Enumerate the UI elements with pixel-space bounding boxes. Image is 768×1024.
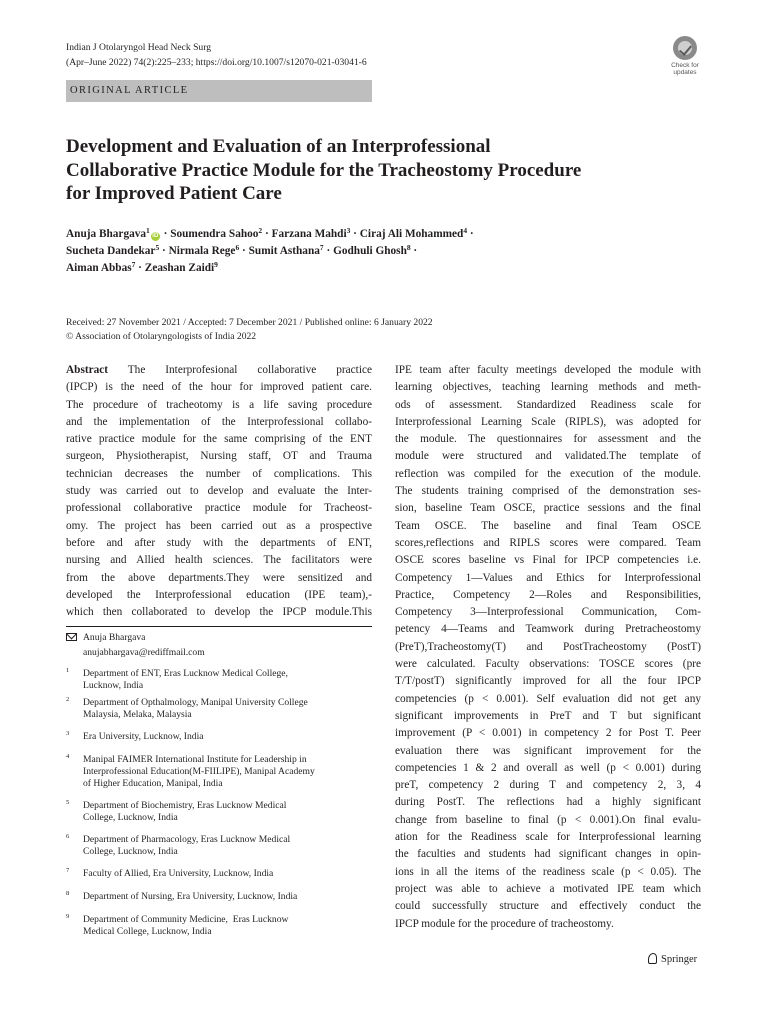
author-name[interactable]: Soumendra Sahoo [170,228,259,240]
affiliation-item [66,731,372,743]
abstract-line: study was carried out to develop and evaluate the Inter- [66,485,372,498]
abstract-line: from the above departments.They were sensitized and [66,571,372,584]
affiliation-number: 5 [66,799,70,806]
affiliation-text: Department of Pharmacology, Eras Lucknow Medical [83,834,291,845]
author-affiliation-ref: 2 [258,226,263,235]
abstract-line: rative practice module for the same comprising of the ENT [66,433,372,446]
affiliation-text: Department of ENT, Eras Lucknow Medical College, [83,668,288,679]
publisher-name: Springer [661,954,698,965]
abstract-line: project was able to achieve a motivated IPE team which [395,882,701,895]
affiliation-text: Lucknow, India [83,680,144,691]
affiliation-text: College, Lucknow, India [83,846,178,857]
affiliation-text: Manipal FAIMER International Institute for Leadership in [83,754,307,765]
journal-citation [66,40,367,70]
affiliation-item [66,668,372,692]
abstract-line: sion, baseline Team OSCE, practice sessions and the final [395,502,701,515]
abstract-line: scores,reflections and RIPLS scores were compared. Team [395,536,701,549]
abstract-line: omy. The project has been carried out as a prospective [66,519,372,532]
envelope-icon [66,633,77,641]
author-affiliation-ref: 7 [319,243,324,252]
affiliation-item [66,891,372,903]
title-line: Development and Evaluation of an Interprofessional [66,136,491,157]
abstract-line: T/T/postT) significantly improved for all the four IPCP [395,675,701,688]
copyright-notice: © Association of Otolaryngologists of India 2022 [66,331,257,342]
abstract-line: Practice, Competency 2—Roles and Responsibilities, [395,588,701,601]
affiliation-item [66,697,372,721]
abstract-line: (IPCP) is the need of the hour for improved patient care. [66,381,372,394]
abstract-line: ation for the Readiness scale for Interprofessional learning [395,831,701,844]
abstract-line: surgeon, Physiotherapist, Nursing staff, OT and Trauma [66,450,372,463]
abstract-line: The students training comprised of the demonstration ses- [395,485,701,498]
abstract-line: change from baseline to final (p < 0.001).On final evalu- [395,813,701,826]
title-line: Collaborative Practice Module for the Tracheostomy Procedure [66,159,582,181]
abstract-line: preT, competency 2 during T and competency 2, 3, 4 [395,779,701,792]
article-type-label: ORIGINAL ARTICLE [70,85,189,96]
abstract-line: which then collaborated to develop the IPCP module.This [66,606,372,619]
author-affiliation-ref: 3 [346,226,351,235]
author-name[interactable]: Sucheta Dandekar [66,245,156,257]
abstract-line: technician decreases the number of complications. This [66,467,372,480]
affiliation-number: 3 [66,730,70,737]
abstract-line: during PostT. The reflections had a highly significant [395,796,701,809]
author-line: Anuja Bhargava$^1$iD · Soumendra Sahoo$^2$ · Farzana Mahdi$^3$ · Ciraj Ali Mohammed$^4$ · [66,226,474,240]
springer-horse-icon [648,953,657,964]
author-line: Sucheta Dandekar$^5$ · Nirmala Rege$^6$ · Sumit Asthana$^7$ · Godhuli Ghosh$^8$ · [66,243,418,257]
abstract-line: The procedure of tracheotomy is a life saving procedure [66,398,372,411]
abstract-line: learning objectives, teaching learning methods and meth- [395,381,701,394]
abstract-line: (PreT),Tracheostomy(T) and PostTracheostomy (PostT) [395,640,701,653]
affiliation-text: College, Lucknow, India [83,812,178,823]
abstract-line: nursing and Allied health sciences. The facilitators were [66,554,372,567]
affiliation-number: 9 [66,913,70,920]
abstract-line: petency 4—Teams and Teamwork during Pretracheostomy [395,623,701,636]
publication-history [66,316,433,344]
author-list [66,226,686,277]
abstract-line: evaluation there was significant improvement for the [395,744,701,757]
affiliation-item [66,834,372,858]
author-affiliation-ref: 1 [146,226,150,235]
article-type-banner [66,80,372,102]
author-name[interactable]: Ciraj Ali Mohammed [359,228,464,240]
abstract-line: The Interprofesional collaborative practice [127,364,372,376]
affiliation-item [66,914,372,938]
author-affiliation-ref: 7 [131,260,136,269]
abstract-line: the faculties and students had significant changes in opin- [395,848,701,861]
abstract-line: could successfully structure and effectively conduct the [395,900,701,913]
affiliation-text: Department of Community Medicine, Eras Lucknow [83,914,289,925]
author-name[interactable]: Aiman Abbas [66,262,132,274]
abstract-line: Team OSCE. The baseline and final Team OSCE [395,519,701,532]
affiliation-text: of Higher Education, Manipal, India [83,778,223,789]
affiliation-number: 4 [66,753,70,760]
abstract-line: and the implementation of the Interprofessional collabo- [66,415,372,428]
affiliation-number: 1 [66,667,70,674]
abstract-line: were calculated. Faculty observations: TOSCE scores (pre [395,658,701,671]
abstract-line: ods of assessment. Standardized Readiness scale for [395,398,701,411]
affiliation-text: Era University, Lucknow, India [83,731,204,742]
abstract-line: professional collaborative practice module for Tracheost- [66,502,372,515]
journal-volume-doi[interactable]: (Apr–June 2022) 74(2):225–233; https://doi.org/10.1007/s12070-021-03041-6 [66,57,367,68]
affiliation-text: Department of Biochemistry, Eras Lucknow Medical [83,800,287,811]
correspondence-block [66,626,372,660]
abstract-line: module were structured and validated.The template of [395,450,701,463]
author-line: Aiman Abbas$^7$ · Zeashan Zaidi$^9$ [66,260,218,274]
publisher-logo [648,953,697,965]
author-affiliation-ref: 9 [214,260,218,269]
check-for-updates-icon [673,36,697,60]
affiliation-number: 7 [66,867,70,874]
orcid-icon[interactable]: iD [152,233,159,239]
article-title [66,135,686,206]
affiliation-item [66,754,372,790]
badge-text-line1: Check for [671,62,699,69]
abstract-line: Competency 1—Values and Ethics for Interprofessional [395,571,701,584]
title-line: for Improved Patient Care [66,183,282,204]
abstract-heading: Abstract [66,364,109,376]
author-name[interactable]: Farzana Mahdi [271,228,347,240]
affiliations-list [66,668,372,938]
corresponding-author-email[interactable]: anujabhargava@rediffmail.com [83,646,205,658]
affiliation-number: 2 [66,696,70,703]
affiliation-text: Interprofessional Education(M-FIILIPE), Manipal Academy [83,766,315,777]
abstract-line: reflection was compiled for the execution of the module. [395,467,701,480]
affiliation-number: 6 [66,833,70,840]
affiliation-text: Department of Opthalmology, Manipal University College [83,697,308,708]
journal-name: Indian J Otolaryngol Head Neck Surg [66,42,212,53]
affiliation-text: Faculty of Allied, Era University, Lucknow, India [83,868,274,879]
author-affiliation-ref: 4 [463,226,468,235]
affiliation-text: Medical College, Lucknow, India [83,926,212,937]
abstract-line: Interprofessional Learning Scale (RIPLS), was adopted for [395,415,701,428]
author-name[interactable]: Nirmala Rege [168,245,236,257]
abstract-line: the module. The questionnaires for assessment and the [395,433,701,446]
abstract-line: IPCP module for the procedure of tracheostomy. [395,917,614,930]
affiliation-text: Department of Nursing, Era University, Lucknow, India [83,891,298,902]
author-affiliation-ref: 8 [406,243,411,252]
check-for-updates-badge[interactable] [664,36,706,76]
correspondence-rule [66,626,372,627]
abstract-line: IPE team after faculty meetings developed the module with [395,364,701,376]
author-name[interactable]: Anuja Bhargava [66,228,147,240]
abstract-left-column [66,362,372,621]
abstract-line: significant improvements in PreT and T but significant [395,709,701,722]
abstract-line: ions in all the items of the readiness scale (p < 0.05). The [395,865,701,878]
affiliation-item [66,800,372,824]
dates-received-accepted-published: Received: 27 November 2021 / Accepted: 7 December 2021 / Published online: 6 January 2022 [66,317,433,328]
badge-text-line2: updates [673,69,697,76]
affiliation-item [66,868,372,880]
abstract-line: competencies (p < 0.001). Self evaluation did not get any [395,692,701,705]
abstract-line: improvement (P < 0.001) in competency 2 for Post T. Peer [395,727,701,740]
abstract-line: Competency 3—Interprofessional Communication, Com- [395,606,701,619]
abstract-line: competencies 1 & 2 and overall as well (p < 0.001) during [395,761,701,774]
abstract-line: developed the Interprofessional education (IPE team),- [66,588,372,601]
author-name[interactable]: Godhuli Ghosh [333,245,407,257]
abstract-line: before and after study with the departments of ENT, [66,536,372,549]
author-name[interactable]: Zeashan Zaidi [144,262,215,274]
abstract-line: OSCE scores baseline vs Final for IPCP competencies i.e. [395,554,701,567]
abstract-right-column [395,362,701,933]
affiliation-number: 8 [66,890,70,897]
author-name[interactable]: Sumit Asthana [248,245,320,257]
corresponding-author-name: Anuja Bhargava [83,632,146,643]
author-affiliation-ref: 5 [155,243,160,252]
affiliation-text: Malaysia, Melaka, Malaysia [83,709,192,720]
author-affiliation-ref: 6 [235,243,240,252]
